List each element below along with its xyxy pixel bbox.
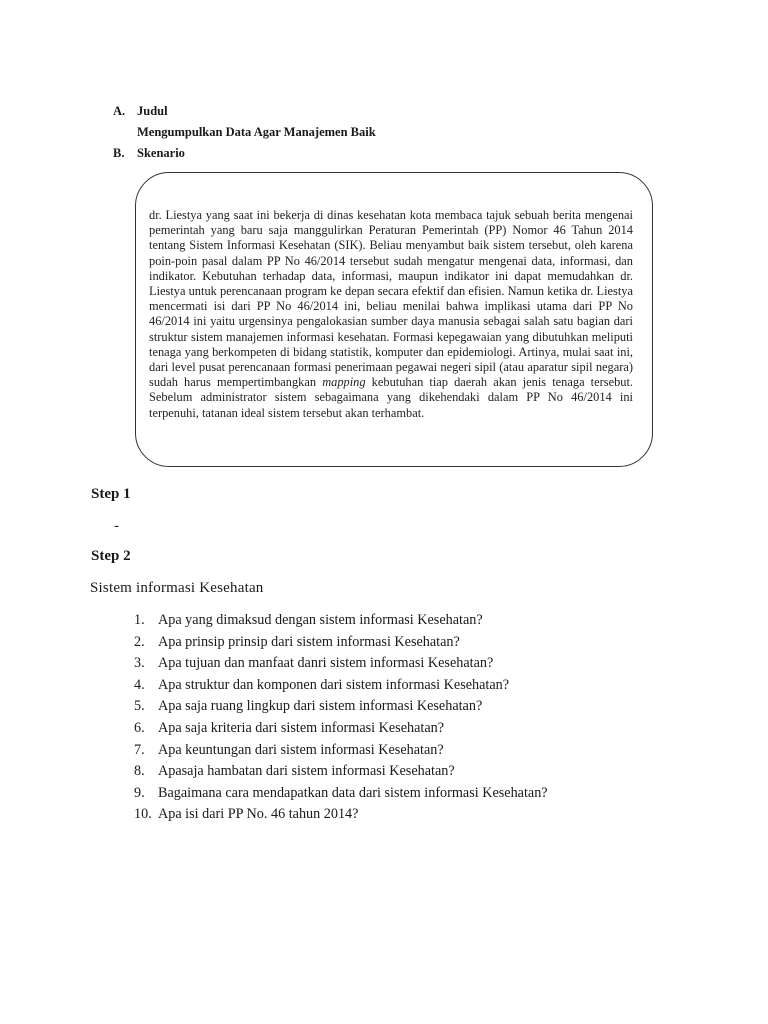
scenario-italic-word: mapping [322, 375, 366, 390]
heading-b-letter: B. [113, 146, 125, 160]
question-item [134, 632, 548, 654]
question-item [134, 761, 548, 783]
section-title: Sistem informasi Kesehatan [90, 580, 264, 596]
question-number: 2. [134, 633, 145, 650]
step1-heading: Step 1 [91, 486, 131, 502]
question-text: Apa prinsip prinsip dari sistem informasi Kesehatan? [158, 633, 460, 650]
question-text: Apa yang dimaksud dengan sistem informasi Kesehatan? [158, 612, 483, 628]
heading-a [113, 101, 376, 122]
question-number: 9. [134, 784, 145, 801]
question-item [134, 653, 548, 675]
question-item [134, 610, 548, 632]
question-text: Apasaja hambatan dari sistem informasi Kesehatan? [158, 763, 455, 780]
scenario-text [149, 208, 633, 421]
document-title: Mengumpulkan Data Agar Manajemen Baik [137, 125, 376, 139]
question-item [134, 740, 548, 762]
heading-a-label: Judul [137, 104, 168, 118]
question-text: Apa saja ruang lingkup dari sistem informasi Kesehatan? [158, 698, 483, 715]
question-number: 7. [134, 741, 145, 758]
question-number: 3. [134, 655, 145, 672]
step1-dash: - [114, 518, 119, 534]
heading-b-label: Skenario [137, 146, 185, 160]
question-text: Bagaimana cara mendapatkan data dari sistem informasi Kesehatan? [158, 784, 548, 801]
question-number: 10. [134, 806, 152, 823]
question-number: 4. [134, 676, 145, 693]
question-list [134, 610, 548, 826]
scenario-text-part1: dr. Liestya yang saat ini bekerja di dinas kesehatan kota membaca tajuk sebuah berita mengenai pemerintah yang baru saja manggulirkan Peraturan Pemerintah (PP) Nomor 46 Tahun 2014 tentang Sistem Informasi Kesehatan (SIK). Beliau menyambut baik sistem tersebut, oleh karena poin-poin pasal dalam PP No 46/2014 tersebut sudah mengatur mengenai data, informasi, dan indikator. Kebutuhan terhadap data, informasi, maupun indikator ini dapat memudahkan dr. Liestya untuk perencanaan program ke depan secara efektif dan efisien. Namun ketika dr. Liestya mencermati isi dari PP No 46/2014 ini, beliau menilai bahwa implikasi utama dari PP No 46/2014 ini yaitu urgensinya pengalokasian sumber daya manusia sebagai salah satu bagian dari struktur sistem manajemen informasi kesehatan. Formasi kepegawaian yang dibutuhkan meliputi tenaga yang berkompeten di bidang statistik, komputer dan epidemiologi. Artinya, mulai saat ini, dari level pusat perencanaan formasi penerimaan pegawai negeri sipil (atau aparatur sipil negara) sudah harus mempertimbangkan [149, 208, 633, 390]
heading-b [113, 143, 376, 164]
question-text: Apa saja kriteria dari sistem informasi Kesehatan? [158, 719, 445, 736]
heading-block [113, 101, 376, 164]
question-text: Apa struktur dan komponen dari sistem informasi Kesehatan? [158, 676, 510, 693]
question-item [134, 718, 548, 740]
question-number: 1. [134, 612, 145, 628]
question-text: Apa isi dari PP No. 46 tahun 2014? [158, 806, 359, 823]
question-item [134, 804, 548, 826]
question-item [134, 675, 548, 697]
question-item [134, 783, 548, 805]
question-item [134, 696, 548, 718]
question-number: 5. [134, 698, 145, 715]
question-number: 6. [134, 719, 145, 736]
question-text: Apa keuntungan dari sistem informasi Kesehatan? [158, 741, 444, 758]
question-text: Apa tujuan dan manfaat danri sistem informasi Kesehatan? [158, 655, 494, 672]
question-number: 8. [134, 763, 145, 780]
scenario-text-part2: kebutuhan tiap daerah akan jenis tenaga tersebut. Sebelum administrator sistem sebagaimana yang dikehendaki dalam PP No 46/2014 ini terpenuhi, tatanan ideal sistem tersebut akan terhambat. [149, 375, 633, 420]
heading-a-letter: A. [113, 104, 126, 118]
step2-heading: Step 2 [91, 548, 131, 564]
